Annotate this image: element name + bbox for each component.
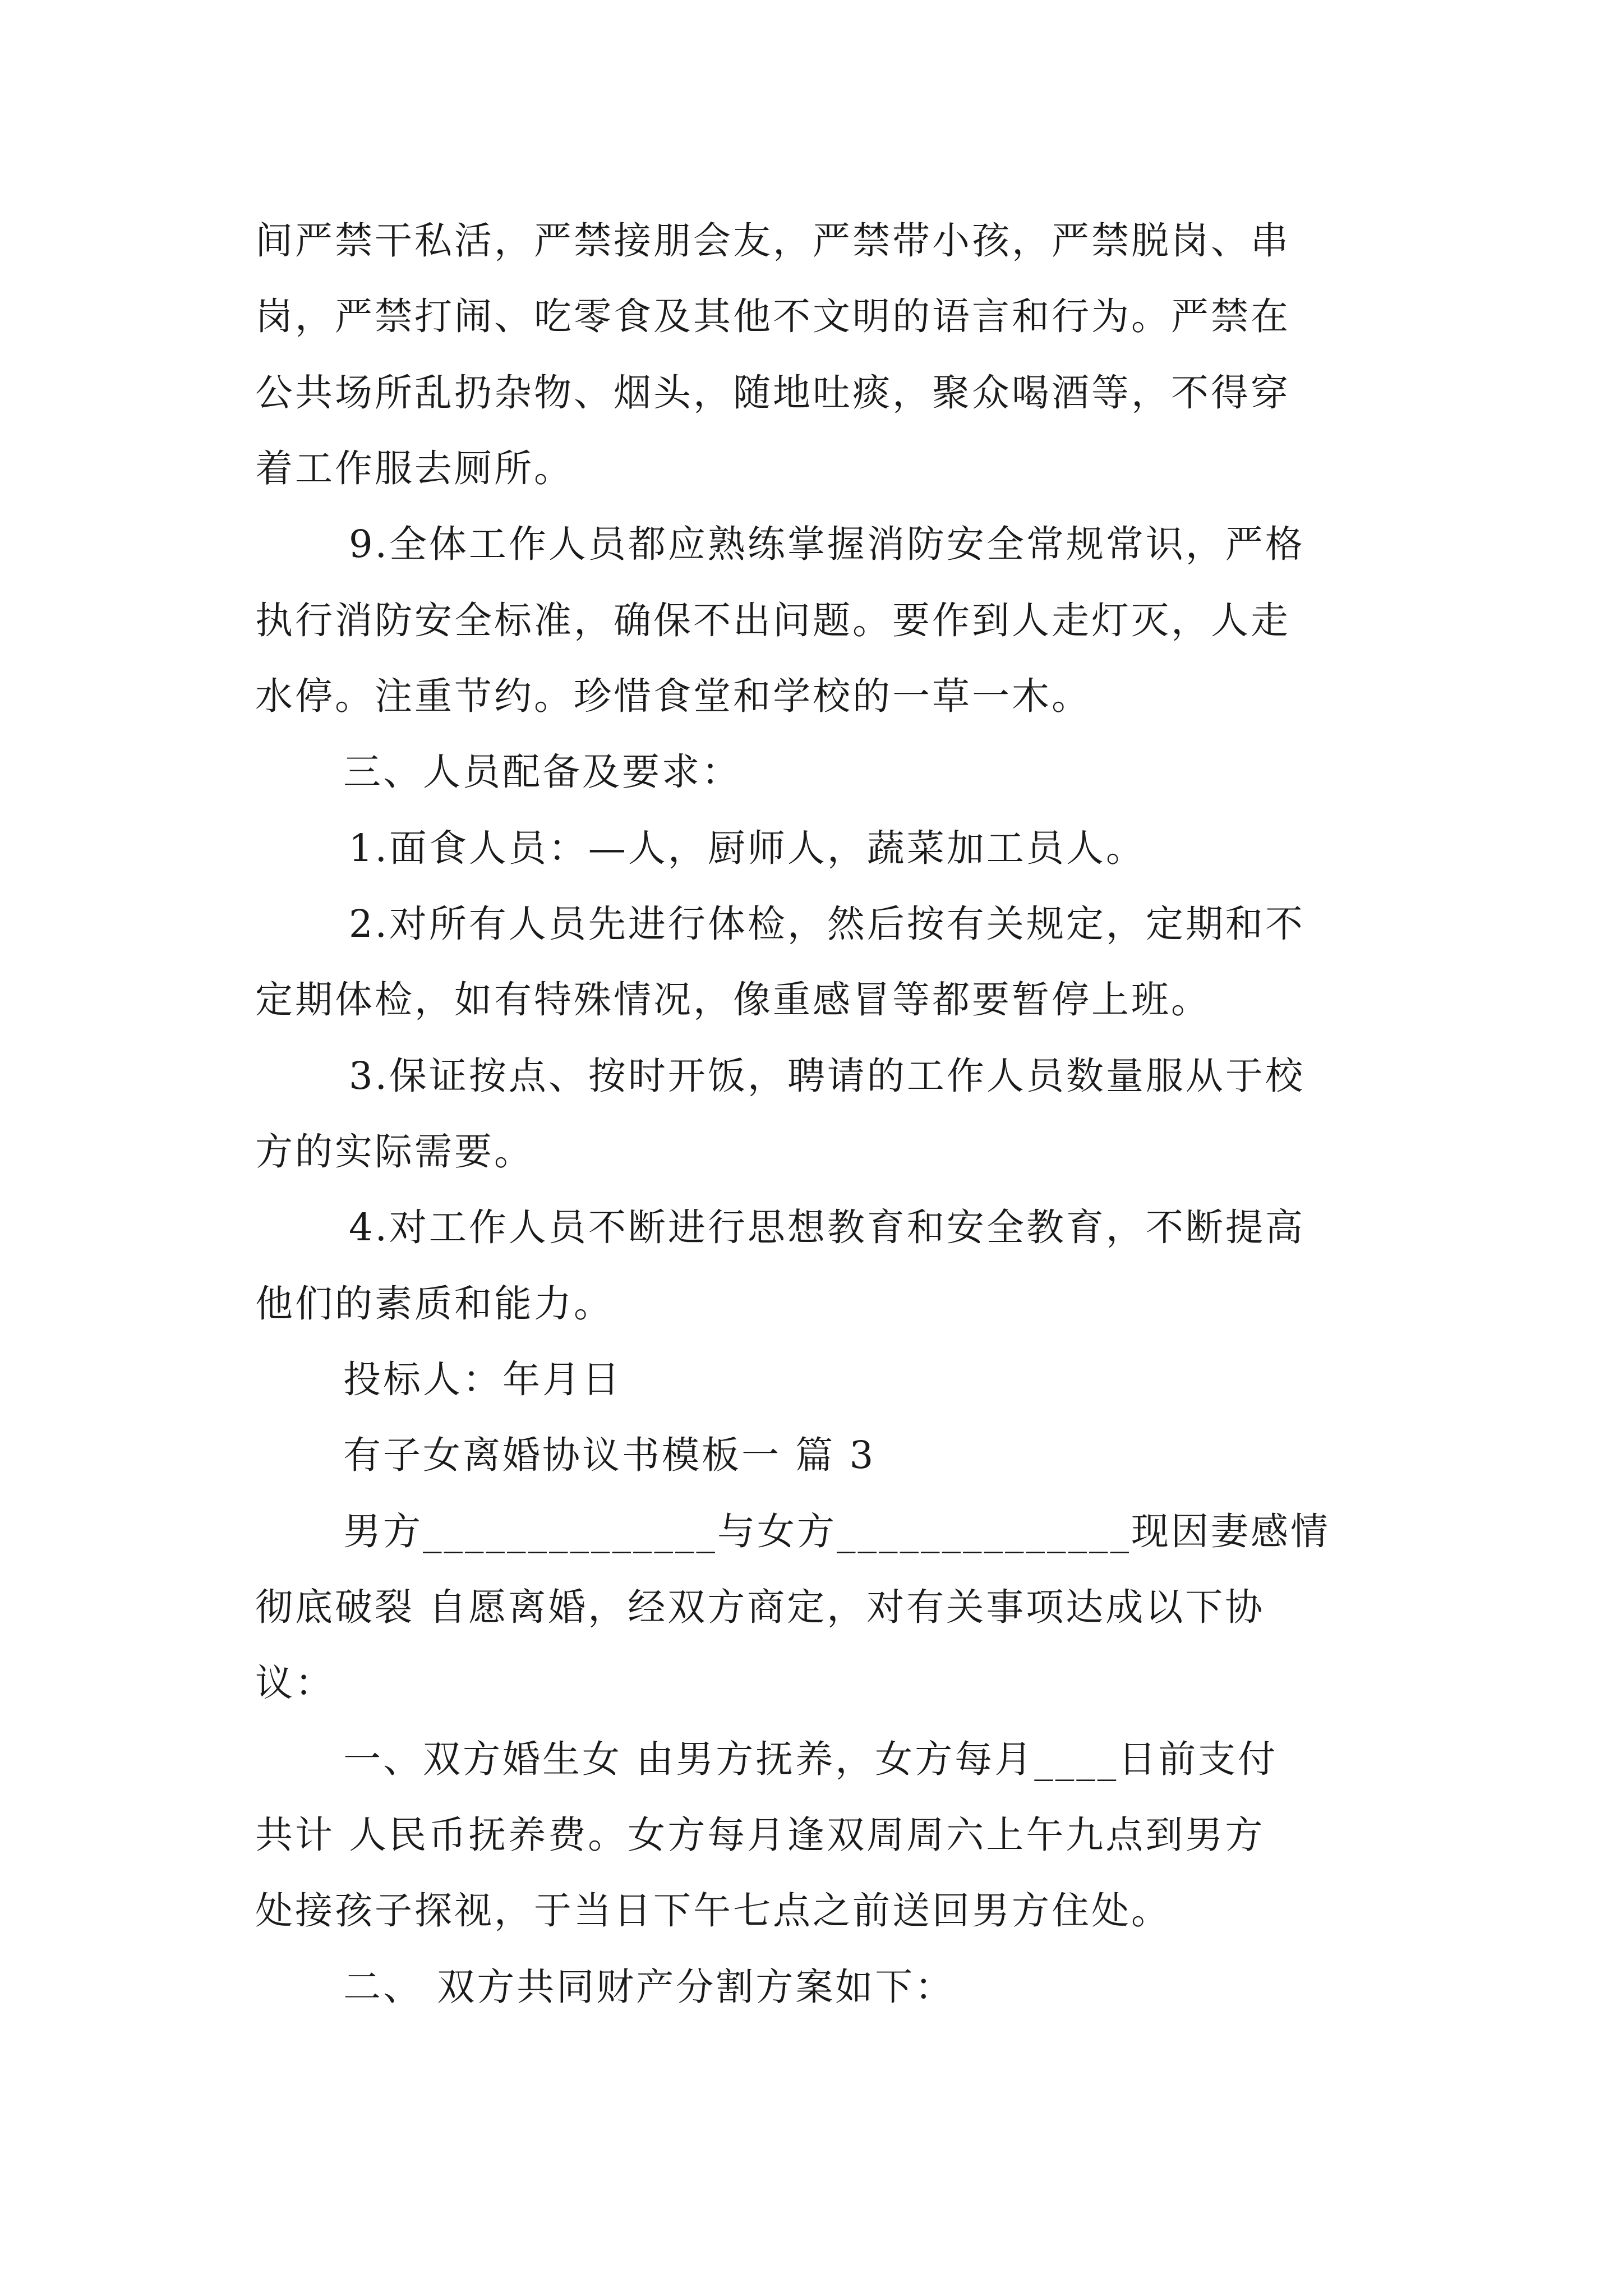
paragraph-line: 他们的素质和能力。 bbox=[255, 1282, 614, 1326]
list-item-4: 4.对工作人员不断进行思想教育和安全教育，不断提高 bbox=[349, 1205, 1305, 1249]
clause-2: 二、 双方共同财产分割方案如下： bbox=[343, 1965, 955, 2009]
paragraph-line: 着工作服去厕所。 bbox=[255, 447, 574, 490]
paragraph-line: 方的实际需要。 bbox=[255, 1130, 534, 1174]
section-heading: 三、人员配备及要求： bbox=[343, 750, 741, 794]
document-title: 有子女离婚协议书模板一 篇 3 bbox=[343, 1433, 876, 1477]
paragraph-line: 岗，严禁打闹、吃零食及其他不文明的语言和行为。严禁在 bbox=[255, 295, 1290, 338]
paragraph-line: 彻底破裂 自愿离婚，经双方商定，对有关事项达成以下协 bbox=[255, 1585, 1265, 1629]
paragraph-line: 间严禁干私活，严禁接朋会友，严禁带小孩，严禁脱岗、串 bbox=[255, 219, 1290, 263]
paragraph-line: 公共场所乱扔杂物、烟头，随地吐痰，聚众喝酒等，不得穿 bbox=[255, 371, 1290, 415]
paragraph-line: 共计 人民币抚养费。女方每月逢双周周六上午九点到男方 bbox=[255, 1813, 1265, 1857]
list-item-2: 2.对所有人员先进行体检，然后按有关规定，定期和不 bbox=[349, 902, 1305, 946]
parties-line: 男方______________与女方______________现因妻感情 bbox=[343, 1510, 1330, 1553]
list-item-1: 1.面食人员：—人，厨师人，蔬菜加工员人。 bbox=[349, 826, 1146, 870]
paragraph-line: 议： bbox=[255, 1661, 335, 1705]
list-item-3: 3.保证按点、按时开饭，聘请的工作人员数量服从于校 bbox=[349, 1054, 1305, 1098]
paragraph-line: 水停。注重节约。珍惜食堂和学校的一草一木。 bbox=[255, 674, 1091, 718]
paragraph-line: 定期体检，如有特殊情况，像重感冒等都要暂停上班。 bbox=[255, 978, 1211, 1022]
paragraph-line: 处接孩子探视，于当日下午七点之前送回男方住处。 bbox=[255, 1889, 1171, 1932]
paragraph-line: 执行消防安全标准，确保不出问题。要作到人走灯灭，人走 bbox=[255, 599, 1290, 642]
signature-line: 投标人：年月日 bbox=[343, 1358, 622, 1401]
list-item-9: 9.全体工作人员都应熟练掌握消防安全常规常识，严格 bbox=[349, 522, 1305, 566]
clause-1: 一、双方婚生女 由男方抚养，女方每月____日前支付 bbox=[343, 1737, 1278, 1781]
